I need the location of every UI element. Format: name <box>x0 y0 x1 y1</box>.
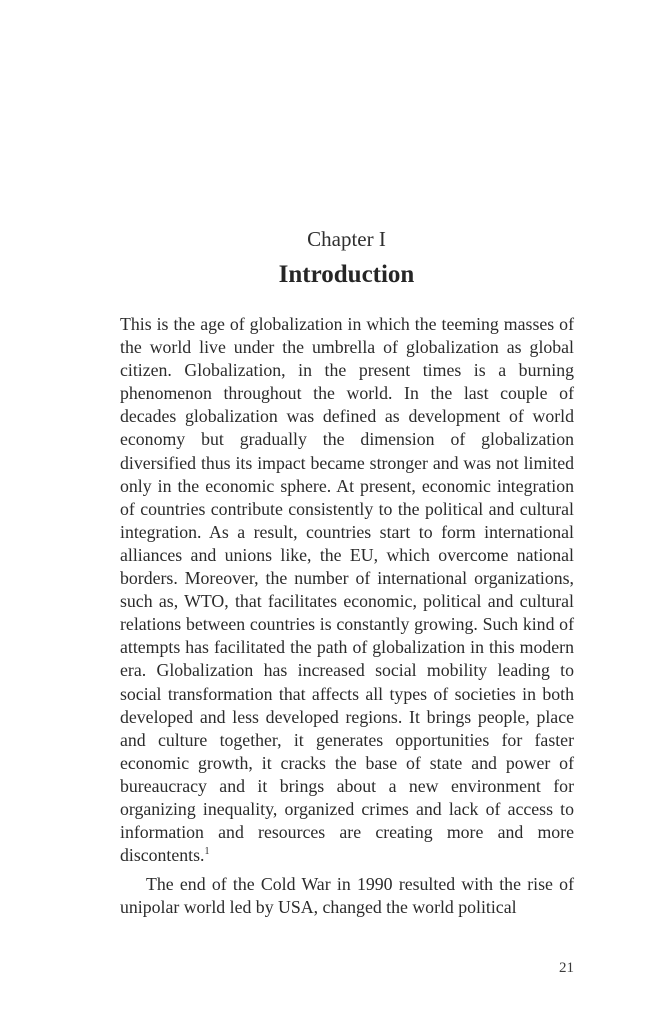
paragraph-1-text: This is the age of globalization in which the teeming masses of the world live under the umbrella of globalization as global citizen. Globalization, in the present times is a burning phenomenon throughout the world. In the last couple of decades globalization was defined as development of world economy but gradually the dimension of globalization diversified thus its impact became stronger and was not limited only in the economic sphere. At present, economic integration of countries contribute consistently to the political and cultural integration. As a result, countries start to form international alliances and unions like, the EU, which overcome national borders. Moreover, the number of international organizations, such as, WTO, that facilitates economic, political and cultural relations between countries is constantly growing. Such kind of attempts has facilitated the path of globalization in this modern era. Globalization has increased social mobility leading to social transformation that affects all types of societies in both developed and less developed regions. It brings people, place and culture together, it generates opportunities for faster economic growth, it cracks the base of state and power of bureaucracy and it brings about a new environment for organizing inequality, organized crimes and lack of access to information and resources are creating more and more discontents. <box>120 314 574 866</box>
paragraph-2 <box>120 873 574 919</box>
body-text <box>120 313 574 919</box>
chapter-label: Chapter I <box>307 227 386 251</box>
paragraph-1 <box>120 313 574 867</box>
page-number: 21 <box>559 960 574 976</box>
paragraph-2-text: The end of the Cold War in 1990 resulted with the rise of unipolar world led by USA, changed the world political <box>120 874 574 918</box>
footnote-reference: 1 <box>204 846 210 858</box>
chapter-title: Introduction <box>278 261 415 288</box>
